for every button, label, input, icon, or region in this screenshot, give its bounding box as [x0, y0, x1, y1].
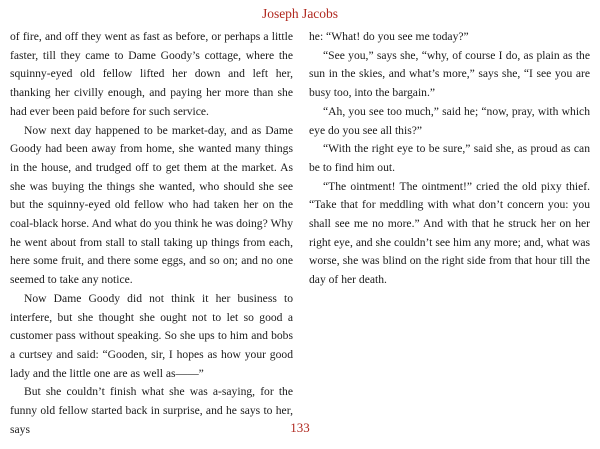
- paragraph: “See you,” says she, “why, of course I do, as plain as the sun in the skies, and what’s more,” says she, “I see you are busy too, into the bargain.”: [309, 48, 590, 100]
- running-head: Joseph Jacobs: [261, 6, 339, 21]
- paragraph: “With the right eye to be sure,” said she, as proud as can be to find him out.: [309, 142, 590, 174]
- paragraph: “Ah, you see too much,” said he; “now, pray, with which eye do you see all this?”: [309, 104, 590, 137]
- right-column: [309, 28, 590, 290]
- paragraph: of fire, and off they went as fast as before, or perhaps a little faster, till they came to Dame Goody’s cottage, where the squinny-eyed old fellow lifted her down and left her, thanking her civilly enough, and paying her more than she had ever been paid before for such service.: [10, 30, 293, 118]
- paragraph: Now next day happened to be market-day, and as Dame Goody had been away from home, she wanted many things in the house, and trudged off to get them at the market. As she was buying the things she wanted, who should she see but the squinny-eyed old fellow who had taken her on the coal-black horse. And what do you think he was doing? Why he went about from stall to stall taking up things from each, here some fruit, and there some eggs, and so on; and no one seemed to take any notice.: [10, 123, 293, 287]
- paragraph: “The ointment! The ointment!” cried the old pixy thief. “Take that for meddling with what don’t concern you: you shall see me no more.” And with that he struck her on her right eye, and she couldn’t see him any more; and, what was worse, she was blind on the right side from that hour till the day of her death.: [309, 179, 590, 287]
- paragraph: he: “What! do you see me today?”: [309, 30, 469, 43]
- left-column: [10, 28, 293, 439]
- page-number: 133: [290, 420, 310, 435]
- paragraph: Now Dame Goody did not think it her business to interfere, but she thought she ought not to let so good a customer pass without speaking. So she ups to him and bobs a curtsey and said: “Gooden, sir, I hopes as how your good lady and the little one are as well as——”: [10, 291, 293, 380]
- paragraph: But she couldn’t finish what she was a-saying, for the funny old fellow started back in surprise, and he says to her, says: [10, 385, 293, 436]
